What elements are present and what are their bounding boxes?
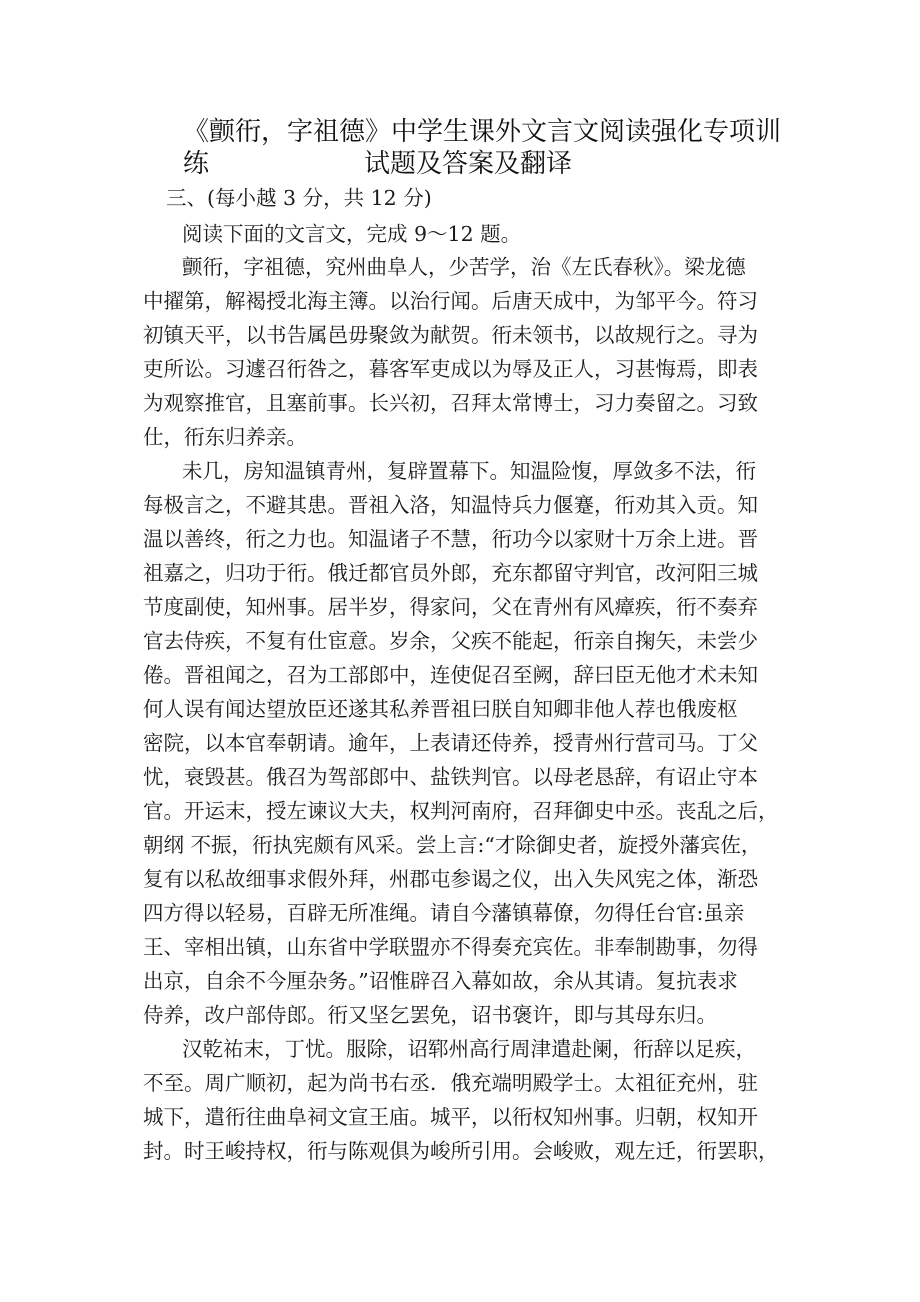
- body-line: 倦。晋祖闻之，召为工部郎中，连使促召至阙，辞曰臣无他才术未知: [143, 663, 758, 687]
- body-line: 不至。周广顺初，起为尚书右丞．俄充端明殿学士。太祖征充州，驻: [143, 1071, 758, 1095]
- body-line: 封。时王峻持权，衎与陈观俱为峻所引用。会峻败，观左迁，衎罢职，: [143, 1139, 779, 1163]
- body-line: 城下，遣衎往曲阜祠文宣王庙。城平，以衎权知州事。归朝，权知开: [143, 1105, 758, 1129]
- body-line: 仕，衎东归养亲。: [143, 425, 307, 449]
- body-line: 中擢第，解褐授北海主簿。以治行闻。后唐天成中，为邹平今。符习: [143, 289, 758, 313]
- body-line: 为观察推官，且塞前事。长兴初，召拜太常博士，习力奏留之。习致: [143, 391, 758, 415]
- body-line: 初镇天平，以书告属邑毋聚敛为献贺。衎未领书，以故规行之。寻为: [143, 323, 758, 347]
- body-line: 王、宰相出镇，山东省中学联盟亦不得奏充宾佐。非奉制勘事，勿得: [143, 935, 758, 959]
- body-line: 汉乾祐末，丁忧。服除，诏郓州高行周津遣赴阑，衎辞以足疾，: [182, 1037, 756, 1061]
- body-line: 朝纲 不振，衎执宪颇有风采。尝上言:“才除御史者，旋授外藩宾佐，: [143, 833, 762, 857]
- document-title-line-1: 《颤衎，字祖德》中学生课外文言文阅读强化专项训练: [183, 117, 782, 179]
- document-title-line-2: 试题及答案及翻译: [364, 149, 573, 179]
- body-line: 何人误有闻达望放臣还遂其私养晋祖曰朕自知卿非他人荐也俄废枢: [143, 697, 738, 721]
- body-line: 官去侍疾，不复有仕宦意。岁余，父疾不能起，衎亲自掬矢，未尝少: [143, 629, 758, 653]
- body-line: 官。开运末，授左谏议大夫，权判河南府，召拜御史中丞。丧乱之后，: [143, 799, 779, 823]
- body-line: 复有以私故细事求假外拜，州郡屯参谒之仪，出入失风宪之体，渐恐: [143, 867, 758, 891]
- instruction-text: 阅读下面的文言文，完成 9～12 题。: [182, 222, 522, 246]
- body-line: 颤衎，字祖德，究州曲阜人，少苦学，治《左氏春秋》。梁龙德: [182, 255, 746, 279]
- body-line: 吏所讼。习遽召衎咎之，暮客军吏成以为辱及正人，习甚悔焉，即表: [143, 357, 758, 381]
- body-line: 出京，自余不今厘杂务。”诏惟辟召入幕如故，余从其请。复抗表求: [143, 969, 738, 993]
- body-line: 忧，衰毁甚。俄召为驾部郎中、盐铁判官。以母老恳辞，有诏止守本: [143, 765, 758, 789]
- body-line: 节度副使，知州事。居半岁，得家问，父在青州有风瘴疾，衎不奏弃: [143, 595, 758, 619]
- section-heading: 三、(每小越 3 分，共 12 分): [166, 186, 432, 210]
- body-line: 密院，以本官奉朝请。逾年，上表请还侍养，授青州行营司马。丁父: [143, 731, 758, 755]
- body-line: 未几，房知温镇青州，复辟置幕下。知温险愎，厚敛多不法，衎: [182, 459, 756, 483]
- body-line: 每极言之，不避其患。晋祖入洛，知温恃兵力偃蹇，衎劝其入贡。知: [143, 493, 758, 517]
- body-line: 祖嘉之，归功于衎。俄迁都官员外郎，充东都留守判官，改河阳三城: [143, 561, 758, 585]
- body-line: 侍养，改户部侍郎。衎又坚乞罢免，诏书褒许，即与其母东归。: [143, 1003, 717, 1027]
- body-line: 四方得以轻易，百辟无所准绳。请自今藩镇幕僚，勿得任台官:虽亲: [143, 901, 745, 925]
- body-line: 温以善终，衎之力也。知温诸子不慧，衎功今以家财十万余上进。晋: [143, 527, 758, 551]
